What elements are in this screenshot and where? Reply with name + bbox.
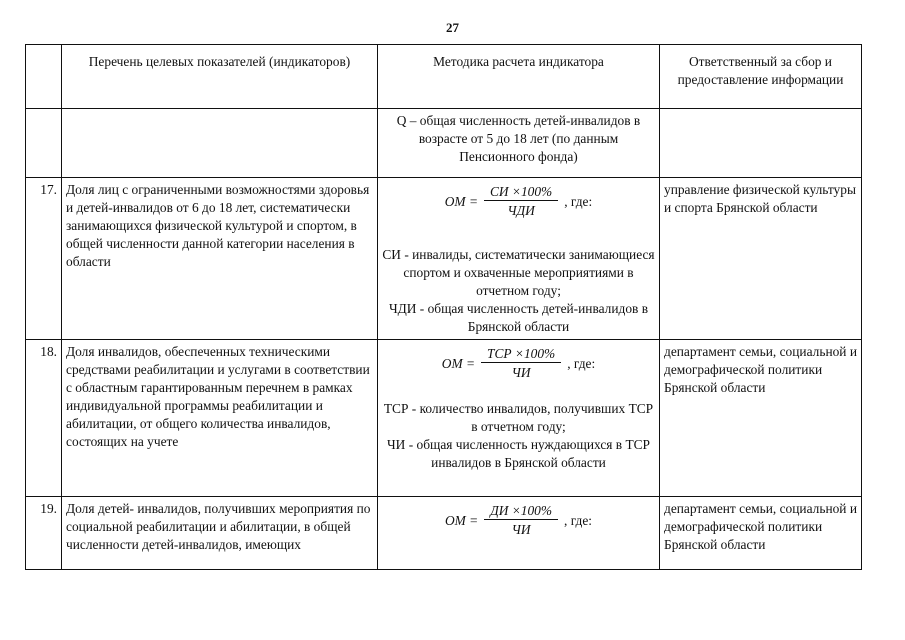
formula-denominator: ЧИ [511,522,531,537]
method-cell [378,497,660,570]
formula [442,345,595,382]
header-indicators: Перечень целевых показателей (индикаторов) [62,45,378,109]
legend-item: ТСР - количество инвалидов, получивших ТСР в отчетном году; [383,401,654,434]
formula-numerator: ТСР ×100% [481,345,561,363]
table-header-row [26,45,862,109]
formula-lhs: ОМ = [444,512,479,528]
header-method: Методика расчета индикатора [378,45,660,109]
formula [445,183,592,220]
formula-fraction [484,502,558,539]
empty-cell [660,109,862,178]
formula-fraction [481,345,561,382]
table-row-continuation [26,109,862,178]
responsible-text: департамент семьи, социальной и демографической политики Брянской области [660,340,862,497]
table-row [26,497,862,570]
indicator-text: Доля инвалидов, обеспеченных техническими средствами реабилитации и услугами в соответствии с областным гарантированным перечнем в рамках индивидуальной программы реабилитации и абилитации, от общего количества инвалидов, состоящих на учете [62,340,378,497]
indicator-text: Доля детей- инвалидов, получивших мероприятия по социальной реабилитации и абилитации, в общей численности детей-инвалидов, имеющих [62,497,378,570]
formula-where: , где: [564,193,593,209]
table-row [26,340,862,497]
formula-where: , где: [567,355,596,371]
empty-cell [62,109,378,178]
header-responsible: Ответственный за сбор и предоставление информации [660,45,862,109]
table-row [26,178,862,340]
method-cell [378,178,660,340]
responsible-text: департамент семьи, социальной и демографической политики Брянской области [660,497,862,570]
formula-numerator: ДИ ×100% [484,502,558,520]
formula-denominator: ЧИ [511,365,531,380]
formula-numerator: СИ ×100% [484,183,558,201]
formula [445,502,592,539]
indicator-text: Доля лиц с ограниченными возможностями здоровья и детей-инвалидов от 6 до 18 лет, систематически занимающихся физической культурой и спортом, в общей численности данной категории населения в области [62,178,378,340]
indicators-table [25,44,862,570]
row-number: 17. [26,178,62,340]
formula-where: , где: [564,512,593,528]
method-cell [378,340,660,497]
legend-item: СИ - инвалиды, систематически занимающиеся спортом и охваченные мероприятиями в отчетном году; [382,247,655,298]
formula-lhs: ОМ = [441,355,476,371]
row-number: 18. [26,340,62,497]
empty-cell [26,109,62,178]
responsible-text: управление физической культуры и спорта Брянской области [660,178,862,340]
page-number: 27 [446,20,459,35]
formula-fraction [484,183,558,220]
formula-lhs: ОМ = [444,193,478,209]
formula-denominator: ЧДИ [507,203,535,218]
row-number: 19. [26,497,62,570]
legend-item: ЧИ - общая численность нуждающихся в ТСР инвалидов в Брянской области [386,437,651,470]
header-number-cell [26,45,62,109]
method-text-continuation: Q – общая численность детей-инвалидов в возрасте от 5 до 18 лет (по данным Пенсионного фонда) [378,109,660,178]
legend-item: ЧДИ - общая численность детей-инвалидов в Брянской области [388,301,649,334]
formula-legend [382,400,655,472]
formula-legend [382,246,655,336]
